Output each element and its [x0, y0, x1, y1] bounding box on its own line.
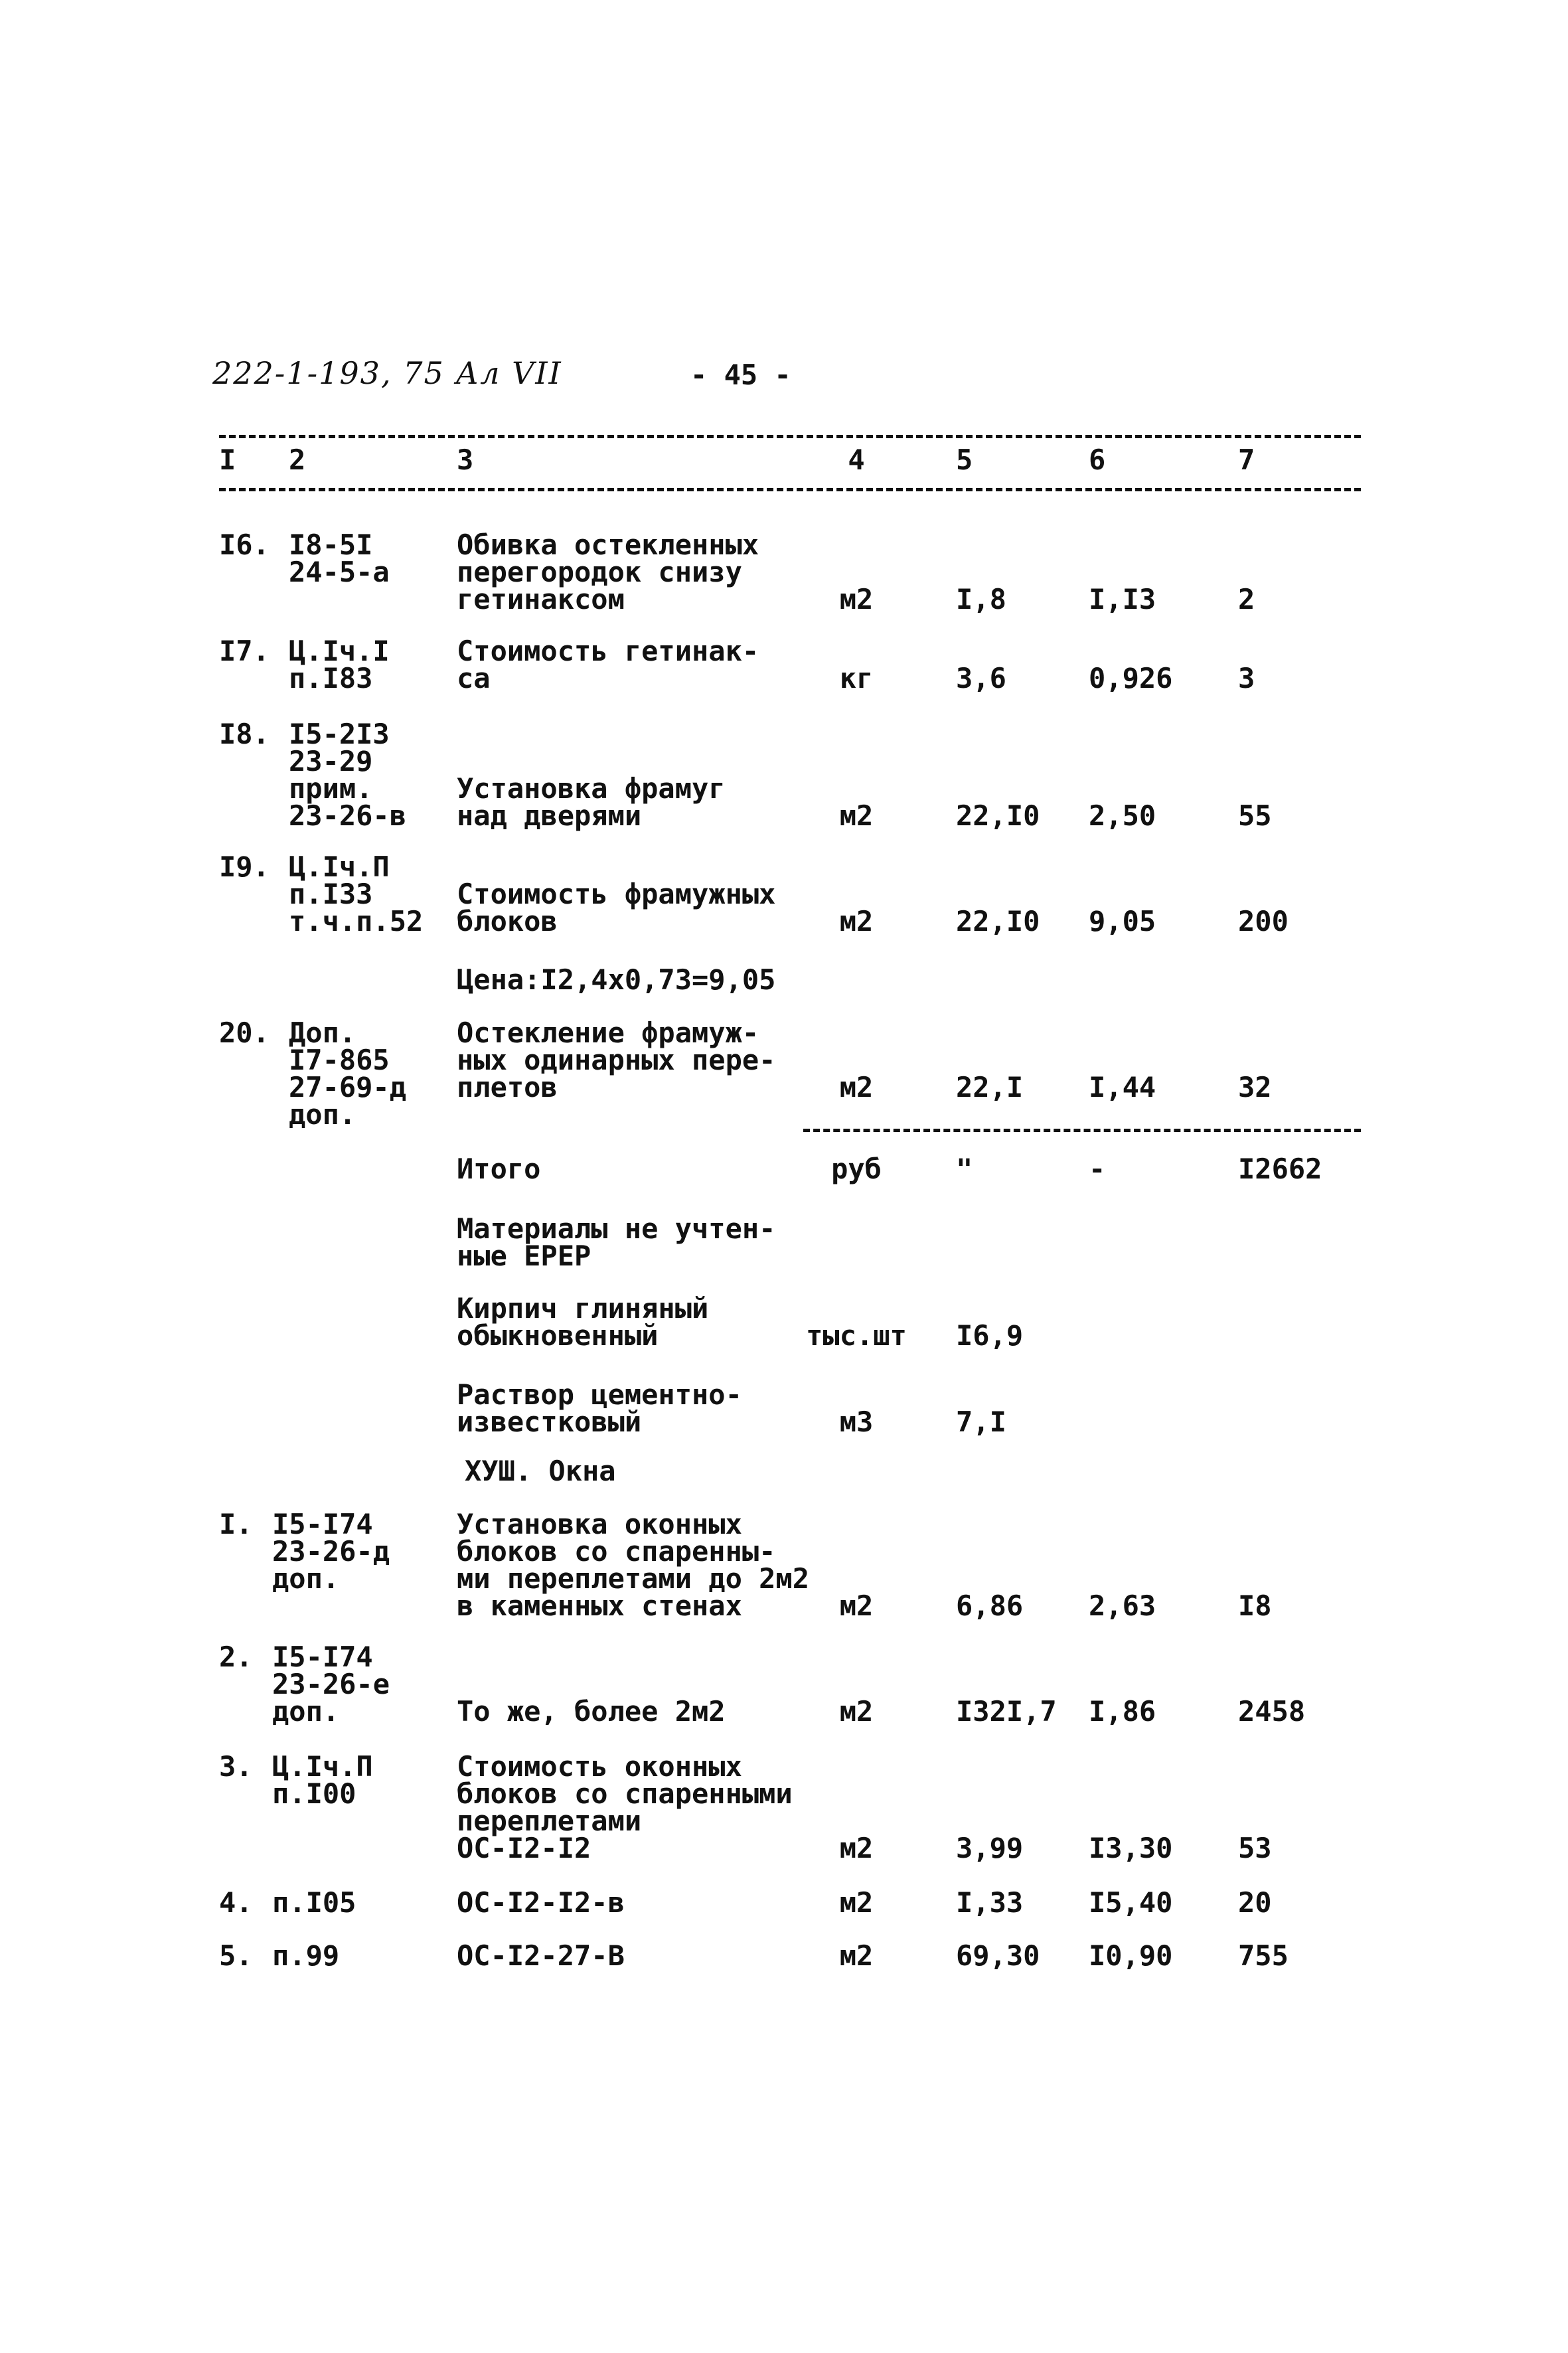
table-row — [0, 637, 1568, 697]
table-row — [0, 1016, 1568, 1132]
row-number: I6. — [219, 528, 270, 561]
row-quantity: I32I,7 — [956, 1695, 1057, 1728]
row-code: п.I05 — [272, 1886, 356, 1919]
row-total: 55 — [1238, 799, 1272, 832]
row-description: Остекление фрамуж- ных одинарных пере- плетов — [457, 1016, 776, 1103]
row-number: I9. — [219, 851, 270, 883]
table-row — [0, 1886, 1568, 1919]
row-unit: кг — [839, 662, 874, 694]
row-description: Цена:I2,4x0,73=9,05 — [457, 963, 776, 996]
table-row — [0, 720, 1568, 833]
row-code: п.99 — [272, 1939, 340, 1972]
row-description: ОС-I2-27-В — [457, 1939, 625, 1972]
table-row — [0, 853, 1568, 939]
row-description: То же, более 2м2 — [457, 1695, 726, 1728]
column-header-5: 5 — [956, 444, 973, 476]
table-row — [0, 528, 1568, 617]
row-total: 2458 — [1238, 1695, 1306, 1728]
row-total: 20 — [1238, 1886, 1272, 1919]
row-price: 2,50 — [1089, 799, 1156, 832]
table-row — [0, 1510, 1568, 1623]
total-value: I2662 — [1238, 1153, 1322, 1185]
row-unit: м2 — [839, 799, 874, 832]
row-number: 2. — [219, 1641, 253, 1673]
divider-total — [803, 1129, 1361, 1132]
row-price: I0,90 — [1089, 1939, 1173, 1972]
row-total: 200 — [1238, 905, 1289, 937]
table-row — [0, 1939, 1568, 1972]
section-heading — [0, 1457, 1568, 1487]
column-header-7: 7 — [1238, 444, 1255, 476]
row-code: I5-I74 23-26-д доп. — [272, 1508, 390, 1595]
material-row — [0, 1378, 1568, 1441]
row-code: I5-2I3 23-29 прим. 23-26-в — [289, 718, 407, 832]
column-header-1: I — [219, 444, 236, 476]
row-number: 3. — [219, 1750, 253, 1783]
row-description: Установка фрамуг над дверями — [457, 772, 726, 832]
row-quantity: 22,I0 — [956, 799, 1040, 832]
handwritten-code: 222-1-193, 75 Ал VII — [212, 355, 562, 391]
page-number: - 45 - — [690, 359, 791, 391]
row-description: Обивка остекленных перегородок снизу гетинаксом — [457, 528, 759, 615]
row-unit: м2 — [839, 583, 874, 615]
material-row — [0, 1292, 1568, 1354]
table-row — [0, 1750, 1568, 1866]
price-calculation-note — [0, 963, 1568, 996]
row-number: I8. — [219, 718, 270, 750]
row-quantity: 22,I — [956, 1071, 1024, 1103]
row-description: Кирпич глиняный обыкновенный — [457, 1292, 709, 1352]
column-header-6: 6 — [1089, 444, 1106, 476]
row-quantity: 3,6 — [956, 662, 1006, 694]
row-code: Ц.Iч.П п.I33 т.ч.п.52 — [289, 851, 424, 937]
row-code: Ц.Iч.П п.I00 — [272, 1750, 373, 1810]
row-description: Стоимость гетинак- са — [457, 635, 759, 694]
section-title: ХУШ. Окна — [465, 1455, 616, 1487]
row-unit: м2 — [839, 1695, 874, 1728]
materials-heading — [0, 1212, 1568, 1275]
row-number: I7. — [219, 635, 270, 667]
column-header-row — [0, 446, 1568, 476]
row-number: 20. — [219, 1016, 270, 1049]
total-label: Итого — [457, 1153, 541, 1185]
row-description: ОС-I2-I2-в — [457, 1886, 625, 1919]
row-unit: м2 — [839, 1886, 874, 1919]
row-quantity: I6,9 — [956, 1319, 1024, 1352]
row-unit: м2 — [839, 1589, 874, 1622]
row-number: 4. — [219, 1886, 253, 1919]
column-header-2: 2 — [289, 444, 306, 476]
row-unit: м2 — [839, 1832, 874, 1864]
row-price: 2,63 — [1089, 1589, 1156, 1622]
row-unit: м2 — [839, 1071, 874, 1103]
row-total: I8 — [1238, 1589, 1272, 1622]
row-price: I3,30 — [1089, 1832, 1173, 1864]
row-quantity: 3,99 — [956, 1832, 1024, 1864]
row-quantity: 7,I — [956, 1406, 1006, 1438]
row-unit: тыс.шт — [806, 1319, 907, 1352]
row-code: Ц.Iч.I п.I83 — [289, 635, 390, 694]
table-row — [0, 1643, 1568, 1730]
row-unit: м3 — [839, 1406, 874, 1438]
divider-top — [219, 435, 1361, 438]
row-quantity: 22,I0 — [956, 905, 1040, 937]
row-price: 0,926 — [1089, 662, 1173, 694]
row-description: Стоимость оконных блоков со спаренными переплетами ОС-I2-I2 — [457, 1750, 793, 1864]
column-header-4: 4 — [848, 444, 865, 476]
row-total: 53 — [1238, 1832, 1272, 1864]
total-quantity: " — [956, 1153, 973, 1185]
row-code: I5-I74 23-26-е доп. — [272, 1641, 390, 1728]
divider-header — [219, 488, 1361, 491]
row-number: 5. — [219, 1939, 253, 1972]
column-header-3: 3 — [457, 444, 474, 476]
row-description: Раствор цементно- известковый — [457, 1378, 742, 1438]
row-price: I,86 — [1089, 1695, 1156, 1728]
total-row — [0, 1155, 1568, 1185]
row-total: 3 — [1238, 662, 1255, 694]
row-code: I8-5I 24-5-а — [289, 528, 390, 588]
total-unit: руб — [831, 1153, 882, 1185]
row-quantity: I,8 — [956, 583, 1006, 615]
row-quantity: I,33 — [956, 1886, 1024, 1919]
row-total: 32 — [1238, 1071, 1272, 1103]
row-unit: м2 — [839, 905, 874, 937]
row-price: I,44 — [1089, 1071, 1156, 1103]
row-description: Материалы не учтен- ные ЕРЕР — [457, 1212, 776, 1272]
row-number: I. — [219, 1508, 253, 1540]
row-price: I,I3 — [1089, 583, 1156, 615]
row-code: Доп. I7-865 27-69-д доп. — [289, 1016, 407, 1131]
row-price: I5,40 — [1089, 1886, 1173, 1919]
row-description: Стоимость фрамужных блоков — [457, 878, 776, 937]
total-price: - — [1089, 1153, 1106, 1185]
row-total: 755 — [1238, 1939, 1289, 1972]
row-unit: м2 — [839, 1939, 874, 1972]
row-price: 9,05 — [1089, 905, 1156, 937]
row-quantity: 69,30 — [956, 1939, 1040, 1972]
row-quantity: 6,86 — [956, 1589, 1024, 1622]
row-description: Установка оконных блоков со спаренны- ми переплетами до 2м2 в каменных стенах — [457, 1508, 810, 1622]
row-total: 2 — [1238, 583, 1255, 615]
